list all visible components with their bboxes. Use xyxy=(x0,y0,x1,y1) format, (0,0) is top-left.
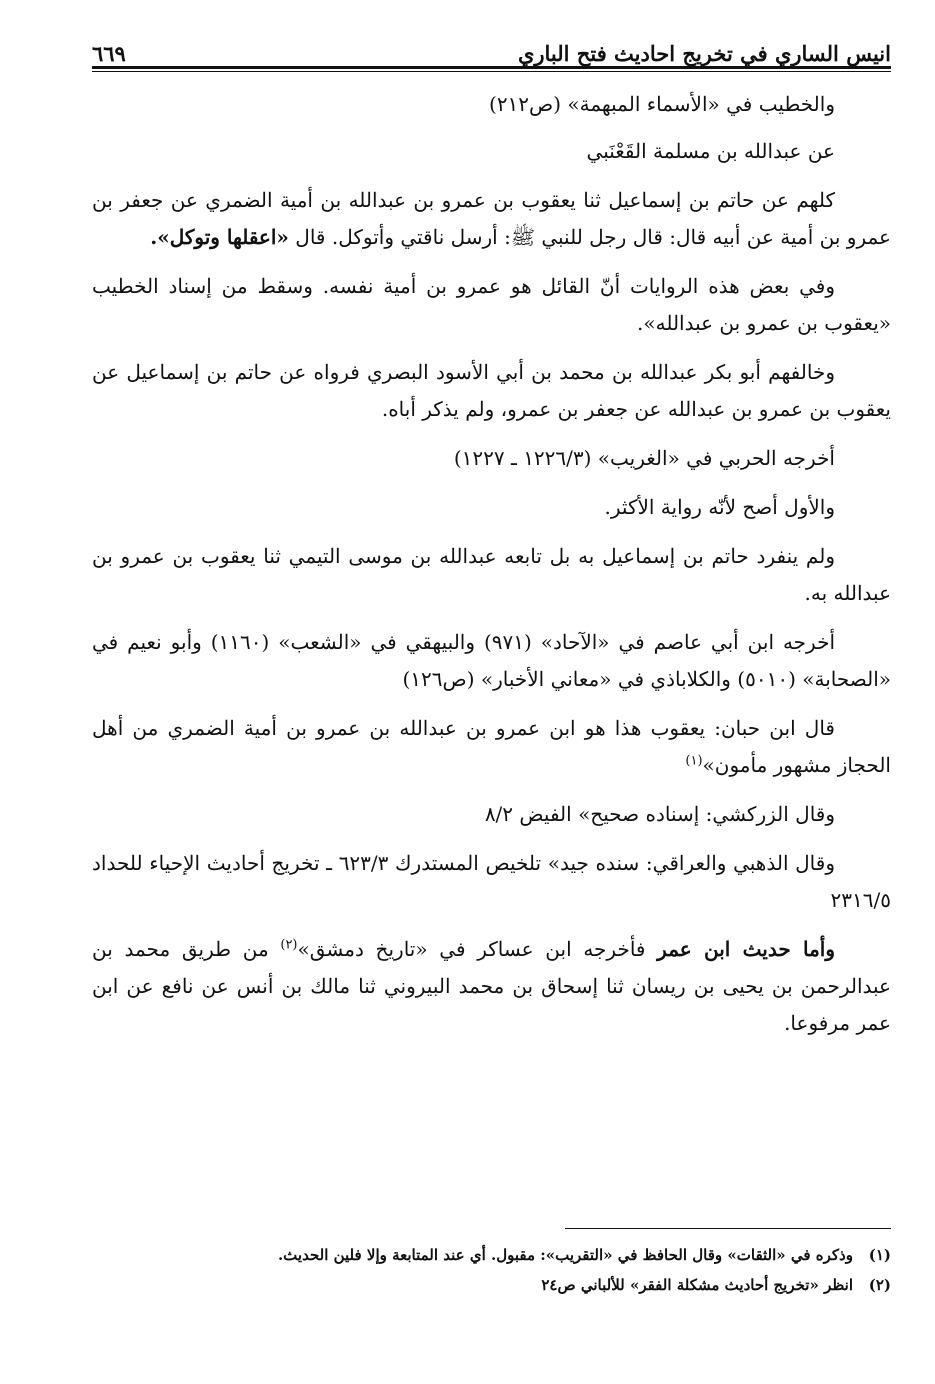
page-number: ٦٦٩ xyxy=(92,41,126,66)
footnote-ref-2: (٢) xyxy=(280,937,298,953)
header-rule-thick xyxy=(92,66,891,69)
running-header xyxy=(92,30,891,66)
paragraph-10-text: قال ابن حبان: يعقوب هذا هو ابن عمرو بن عبدالله بن عمرو بن أمية الضمري من أهل الحجاز مشهور مأمون» xyxy=(92,716,891,777)
footnote-ref-1: (١) xyxy=(685,753,703,769)
paragraph-13-text-b: من طريق محمد بن عبدالرحمن بن يحيى بن ريسان ثنا إسحاق بن محمد البيروني ثنا مالك بن أنس عن نافع عن ابن عمر مرفوعا. xyxy=(92,937,891,1035)
footnote-text: وذكره في «الثقات» وقال الحافظ في «التقريب»: مقبول. أي عند المتابعة وإلا فلين الحديث. xyxy=(277,1246,853,1264)
footnote-number: (٢) xyxy=(868,1276,891,1294)
paragraph-12: وقال الذهبي والعراقي: سنده جيد» تلخيص المستدرك ٦٢٣/٣ ـ تخريج أحاديث الإحياء للحداد ٢٣١٦/٥ xyxy=(92,851,891,912)
paragraph-3 xyxy=(92,182,891,256)
header-rule-thin xyxy=(92,71,891,72)
paragraph-1: والخطيب في «الأسماء المبهمة» (ص٢١٢) xyxy=(489,92,835,116)
main-text xyxy=(92,86,891,1054)
footnote-text: انظر «تخريج أحاديث مشكلة الفقر» للألباني ص٢٤ xyxy=(541,1276,853,1294)
footnote-1 xyxy=(92,1240,891,1270)
paragraph-9: أخرجه ابن أبي عاصم في «الآحاد» (٩٧١) والبيهقي في «الشعب» (١١٦٠) وأبو نعيم في «الصحابة» (٥٠١٠) والكلاباذي في «معاني الأخبار» (ص١٢٦) xyxy=(92,630,891,691)
paragraph-13 xyxy=(92,931,891,1042)
paragraph-6: أخرجه الحربي في «الغريب» (١٢٢٦/٣ ـ ١٢٢٧) xyxy=(453,446,835,470)
footnote-number: (١) xyxy=(868,1246,891,1264)
paragraph-8: ولم ينفرد حاتم بن إسماعيل به بل تابعه عبدالله بن موسى التيمي ثنا يعقوب بن عمرو بن عبدالله به. xyxy=(92,544,891,605)
footnotes xyxy=(92,1240,891,1300)
paragraph-7: والأول أصح لأنّه رواية الأكثر. xyxy=(604,495,835,519)
paragraph-13-text-a: فأخرجه ابن عساكر في «تاريخ دمشق» xyxy=(297,937,658,961)
footnote-rule xyxy=(565,1228,891,1229)
paragraph-4: وفي بعض هذه الروايات أنّ القائل هو عمرو بن أمية نفسه. وسقط من إسناد الخطيب «يعقوب بن عمرو بن عبدالله». xyxy=(92,274,891,335)
footnote-2 xyxy=(92,1270,891,1300)
paragraph-5: وخالفهم أبو بكر عبدالله بن محمد بن أبي الأسود البصري فرواه عن حاتم بن إسماعيل عن يعقوب بن عمرو بن عبدالله عن جعفر بن عمرو، ولم يذكر أباه. xyxy=(92,360,891,421)
paragraph-10 xyxy=(92,710,891,784)
paragraph-2: عن عبدالله بن مسلمة القَعْنَبي xyxy=(586,139,835,163)
paragraph-3-text: كلهم عن حاتم بن إسماعيل ثنا يعقوب بن عمرو بن عبدالله بن أمية الضمري عن جعفر بن عمرو بن أمية عن أبيه قال: قال رجل للنبي ﷺ: أرسل ناقتي وأتوكل. قال xyxy=(92,188,891,249)
running-header-title: انيس الساري في تخريج احاديث فتح الباري xyxy=(517,41,891,66)
paragraph-3-hadith-quote: «اعقلها وتوكل». xyxy=(150,225,289,249)
paragraph-11: وقال الزركشي: إسناده صحيح» الفيض ٨/٢ xyxy=(484,802,835,826)
paragraph-13-heading: وأما حديث ابن عمر xyxy=(657,937,836,961)
